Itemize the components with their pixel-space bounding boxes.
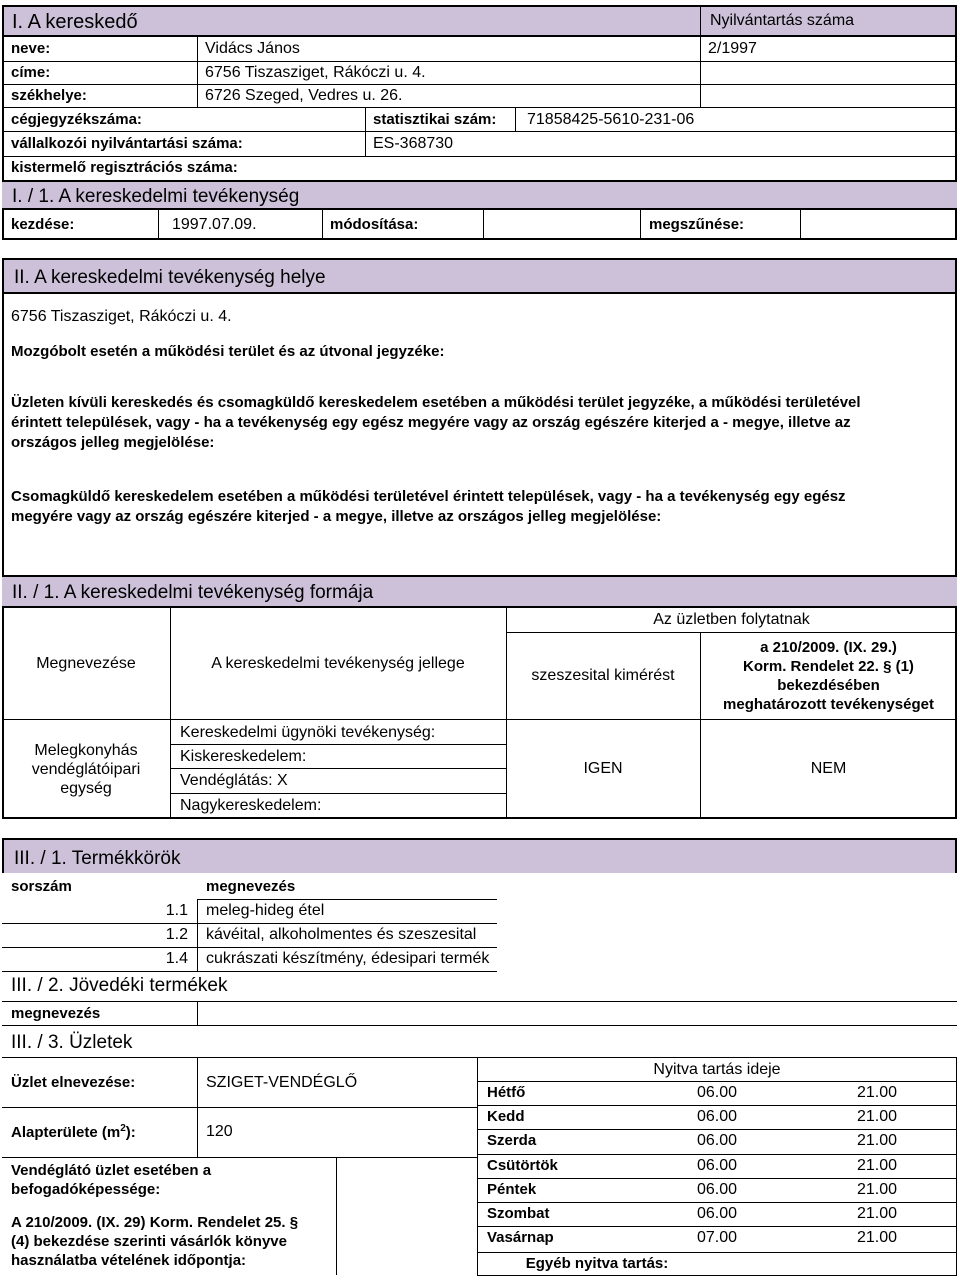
hours-day: Hétfő	[487, 1084, 526, 1101]
hours-day: Szombat	[487, 1205, 550, 1222]
start-value: 1997.07.09.	[172, 216, 257, 233]
form-col-name: Megnevezése	[36, 655, 136, 672]
activity-header	[2, 180, 957, 210]
hours-close: 21.00	[857, 1084, 898, 1101]
address-value: 6756 Tiszasziget, Rákóczi u. 4.	[205, 64, 426, 81]
entrepreneur-value: ES-368730	[373, 135, 454, 152]
address-label: címe:	[11, 64, 51, 81]
hours-row-divider	[477, 1178, 957, 1179]
reg-number-label: Nyilvántartás száma	[710, 12, 855, 29]
stat-value: 71858425-5610-231-06	[527, 111, 695, 128]
form-col-shop: Az üzletben folytatnak	[653, 611, 810, 628]
shop-name-value: SZIGET-VENDÉGLŐ	[206, 1074, 358, 1091]
other-hours-label: Egyéb nyitva tartás:	[525, 1255, 669, 1272]
nature-catering: Vendéglátás: X	[180, 772, 288, 789]
capacity-label: Vendéglátó üzlet esetében a befogadóképessége:	[11, 1162, 212, 1198]
hours-open: 06.00	[697, 1084, 738, 1101]
hours-open: 06.00	[697, 1181, 738, 1198]
product-number: 1.1	[165, 902, 188, 919]
form-col-nature: A kereskedelmi tevékenység jellege	[211, 655, 465, 672]
modification-label: módosítása:	[330, 216, 419, 233]
hours-close: 21.00	[857, 1205, 898, 1222]
name-value: Vidács János	[205, 40, 300, 57]
hours-row-divider	[477, 1105, 957, 1106]
alcohol-value: IGEN	[583, 760, 623, 777]
farmer-label: kistermelő regisztrációs száma:	[11, 159, 238, 176]
excise-col-name: megnevezés	[11, 1005, 101, 1022]
hours-title: Nyitva tartás ideje	[653, 1061, 781, 1078]
hours-close: 21.00	[857, 1108, 898, 1125]
hours-day: Csütörtök	[487, 1157, 558, 1174]
shop-name-label: Üzlet elnevezése:	[11, 1074, 136, 1091]
outside-trade-label: Üzleten kívüli kereskedés és csomagküldő kereskedelem esetében a működési terület jegyzéke, a működési területével érintett települések, vagy - ha a tevékenység egy egész megyére vagy az ország egészére kiterjed a - megye, illetve az országos jelleg megjelölése:	[11, 394, 861, 451]
customer-book-label: A 210/2009. (IX. 29) Korm. Rendelet 25. § (4) bekezdése szerinti vásárlók könyve használatba vételének időpontja:	[11, 1214, 299, 1269]
hours-day: Péntek	[487, 1181, 537, 1198]
hours-row-divider	[477, 1154, 957, 1155]
product-number: 1.4	[165, 950, 188, 967]
shops-title: III. / 3. Üzletek	[11, 1032, 133, 1053]
shop-area-label: Alapterülete $(m^2)$:	[11, 1123, 136, 1141]
form-col-alcohol: szeszesital kimérést	[531, 667, 675, 684]
place-address: 6756 Tiszasziget, Rákóczi u. 4.	[11, 308, 232, 325]
end-label: megszűnése:	[649, 216, 745, 233]
products-header	[2, 838, 957, 873]
hours-row-divider	[477, 1129, 957, 1130]
mobile-shop-label: Mozgóbolt esetén a működési terület és az útvonal jegyzéke:	[11, 343, 445, 360]
hours-close: 21.00	[857, 1132, 898, 1149]
hours-open: 06.00	[697, 1205, 738, 1222]
entrepreneur-label: vállalkozói nyilvántartási száma:	[11, 135, 243, 152]
hours-day: Kedd	[487, 1108, 525, 1125]
hours-row-divider	[477, 1081, 957, 1082]
merchant-title: I. A kereskedő	[12, 11, 138, 33]
seat-value: 6726 Szeged, Vedres u. 26.	[205, 87, 403, 104]
hours-close: 21.00	[857, 1181, 898, 1198]
hours-open: 06.00	[697, 1157, 738, 1174]
hours-close: 21.00	[857, 1157, 898, 1174]
products-col-no: sorszám	[11, 878, 72, 895]
product-name: kávéital, alkoholmentes és szeszesital	[206, 926, 477, 943]
hours-close: 21.00	[857, 1229, 898, 1246]
nature-retail: Kiskereskedelem:	[180, 748, 307, 765]
shop-area-value: 120	[206, 1123, 233, 1140]
hours-open: 07.00	[697, 1229, 738, 1246]
products-title: III. / 1. Termékkörök	[14, 848, 181, 869]
decree-value: NEM	[810, 760, 847, 777]
hours-row-divider	[477, 1226, 957, 1227]
reg-number-value: 2/1997	[708, 40, 757, 57]
start-label: kezdése:	[11, 216, 75, 233]
hours-day: Vasárnap	[487, 1229, 554, 1246]
hours-row-divider	[477, 1202, 957, 1203]
hours-open: 06.00	[697, 1108, 738, 1125]
place-title: II. A kereskedelmi tevékenység helye	[14, 267, 326, 288]
nature-agent: Kereskedelmi ügynöki tevékenység:	[180, 724, 436, 741]
product-name: meleg-hideg étel	[206, 902, 325, 919]
activity-title: I. / 1. A kereskedelmi tevékenység	[12, 186, 300, 207]
unit-name: Melegkonyhás vendéglátóipari egység	[31, 742, 141, 797]
place-header	[2, 258, 957, 294]
excise-title: III. / 2. Jövedéki termékek	[11, 975, 228, 996]
name-label: neve:	[11, 40, 51, 57]
nature-wholesale: Nagykereskedelem:	[180, 797, 322, 814]
form-header	[2, 575, 957, 608]
stat-label: statisztikai szám:	[373, 111, 497, 128]
form-col-decree: a 210/2009. (IX. 29.) Korm. Rendelet 22. § (1) bekezdésében meghatározott tevékenységet	[723, 639, 934, 713]
mail-order-label: Csomagküldő kereskedelem esetében a működési területével érintett települések, vagy - ha a tevékenység egy egész megyére vagy az ország egészére kiterjed - a megye, illetve az országos jelleg megjelölése:	[11, 488, 846, 525]
products-col-name: megnevezés	[206, 878, 296, 895]
hours-day: Szerda	[487, 1132, 537, 1149]
seat-label: székhelye:	[11, 87, 87, 104]
product-number: 1.2	[165, 926, 188, 943]
hours-open: 06.00	[697, 1132, 738, 1149]
hours-row-divider	[477, 1252, 957, 1253]
company-reg-label: cégjegyzékszáma:	[11, 111, 142, 128]
product-name: cukrászati készítmény, édesipari termék	[206, 950, 490, 967]
form-title: II. / 1. A kereskedelmi tevékenység formája	[12, 582, 374, 603]
